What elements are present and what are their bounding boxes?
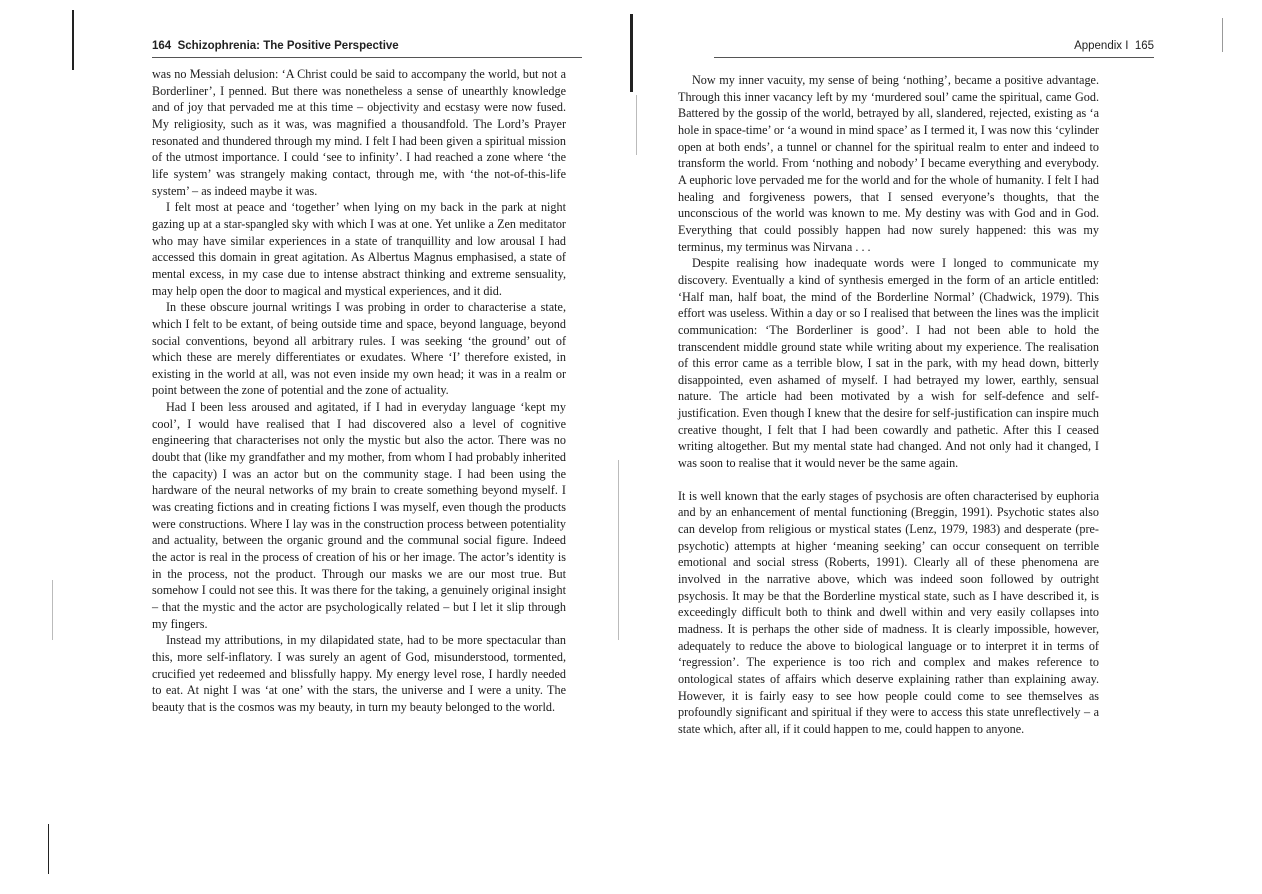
right-page-body [678,72,1099,738]
paragraph: In these obscure journal writings I was probing in order to characterise a state, which I felt to be extant, of being outside time and space, beyond language, beyond social conventions, beyond all arbitrary rules. I was seeking ‘the ground’ out of which these are merely differentiates or exudates. Where ‘I’ therefore existed, in existing in the world at all, was not even inside my own head; it was in a realm or point between the zone of potential and the zone of actuality. [152,300,566,398]
paragraph: Instead my attributions, in my dilapidated state, had to be more spectacular than this, more self-inflatory. I was surely an agent of God, misunderstood, tormented, crucified yet redeemed and blissfully happy. My energy level rose, I hardly needed to eat. At night I was ‘at one’ with the stars, the universe and I were a unity. The beauty that is the cosmos was my beauty, in turn my beauty belonged to the world. [152,633,566,714]
paragraph: Now my inner vacuity, my sense of being ‘nothing’, became a positive advantage. Through this inner vacancy left by my ‘murdered soul’ came the spiritual, came God. Battered by the gossip of the world, betrayed by all, slandered, rejected, existing as ‘a hole in space-time’ or ‘a wound in mind space’ as I termed it, I was now this ‘cylinder open at both ends’, a tunnel or channel for the spiritual realm to enter and indeed to transform the world. From ‘nothing and nobody’ I became everything and everybody. A euphoric love pervaded me for the world and for the whole of humanity. I felt I had healing and forgiveness powers, that I sensed everyone’s thoughts, that the unconscious of the world was known to me. My destiny was with God and in God. Everything that could possibly happen had now surely happened: this was my terminus, my terminus was Nirvana . . . [678,73,1099,254]
left-page-body [152,66,566,716]
header-rule [152,57,582,58]
right-running-head: Appendix I [1074,40,1129,52]
paragraph: It is well known that the early stages of psychosis are often characterised by euphoria and by an enhancement of mental functioning (Breggin, 1991). Psychotic states also can develop from religious or mystical states (Lenz, 1979, 1983) and desperate (pre-psychotic) attempts at higher ‘meaning seeking’ can occur consequent on terrible emotional and social stress (Roberts, 1991). Clearly all of these phenomena are involved in the narrative above, which was indeed soon followed by outright psychosis. It may be that the Borderline mystical state, such as I have described it, is exceedingly difficult both to think and dwell within and very easily collapses into madness. It is perhaps the other side of madness. It is clearly impossible, however, adequately to reduce the above to biological language or to interpret it in terms of ‘regression’. The experience is too rich and complex and makes reference to ontological states of affairs which deserve explaining rather than explaining away. However, it is fairly easy to see how people could come to see themselves as profoundly significant and spiritual if they were to access this state unreflectively – a state which, after all, if it could happen to me, could happen to anyone. [678,488,1099,736]
right-running-header [1074,40,1154,52]
right-page-number: 165 [1134,40,1154,52]
right-page [632,0,1262,894]
header-rule [714,57,1154,58]
left-page-number: 164 [152,40,172,52]
left-running-header [152,40,399,52]
paragraph: Had I been less aroused and agitated, if I had in everyday language ‘kept my cool’, I would have realised that I had discovered also a level of cognitive engineering that characterises not only the mystic but also the actor. There was no doubt that (like my grandfather and my mother, from whom I had probably inherited the capacity) I was an actor but on the community stage. I had been using the hardware of the neural networks of my brain to create something beyond myself. I was creating fictions and in creating fictions I was myself, even though the products were constructions. Where I lay was in the construction process between potentiality and actuality, between the organic ground and the communal social figure. Indeed the actor is real in the process of creation of his or her image. The actor’s identity is in the process, not the product. Through our masks we are our most true. But somehow I could not see this. It was there for the taking, a genuinely original insight – that the mystic and the actor are psychologically related – but I let it slip through my fingers. [152,400,566,631]
paragraph: I felt most at peace and ‘together’ when lying on my back in the park at night gazing up at a star-spangled sky with which I was at one. Yet unlike a Zen meditator who may have similar experiences in a state of tranquillity and low arousal I had accessed this domain in great agitation. As Albertus Magnus emphasised, a state of mental excess, in my case due to intense abstract thinking and extreme sensuality, may help open the door to magical and mystical experiences, and it did. [152,200,566,298]
paragraph: was no Messiah delusion: ‘A Christ could be said to accompany the world, but not a Borderliner’, I penned. But there was nonetheless a sense of unearthly knowledge and of joy that pervaded me at this time – objectivity and ecstasy were now fused. My religiosity, such as it was, was magnified a thousandfold. The Lord’s Prayer resonated and thundered through my mind. I felt I had been given a spiritual mission of the utmost importance. I could ‘see to infinity’. I had reached a zone where ‘the life system’ was strangely making contact, through me, with ‘the not-of-this-life system’ – as indeed maybe it was. [152,67,566,198]
left-running-head: Schizophrenia: The Positive Perspective [177,40,399,52]
left-page [0,0,630,894]
paragraph: Despite realising how inadequate words were I longed to communicate my discovery. Eventually a kind of synthesis emerged in the form of an article entitled: ‘Half man, half boat, the mind of the Borderline Normal’ (Chadwick, 1979). This effort was useless. Within a day or so I realised that between the lines was the implicit communication: ‘The Borderliner is good’. I had not been able to hold the transcendent middle ground state while writing about my experience. The realisation of this error came as a terrible blow, I sat in the park, with my head down, bitterly disappointed, even ashamed of myself. I had betrayed my lower, earthly, sensual nature. The article had been motivated by a wish for self-defence and self-justification. Even though I knew that the desire for self-justification can inspire much creative thought, I felt that I had been cowardly and pathetic. After this I ceased writing altogether. But my mental state had changed. And not only had it changed, I was soon to realise that it would never be the same again. [678,256,1099,471]
